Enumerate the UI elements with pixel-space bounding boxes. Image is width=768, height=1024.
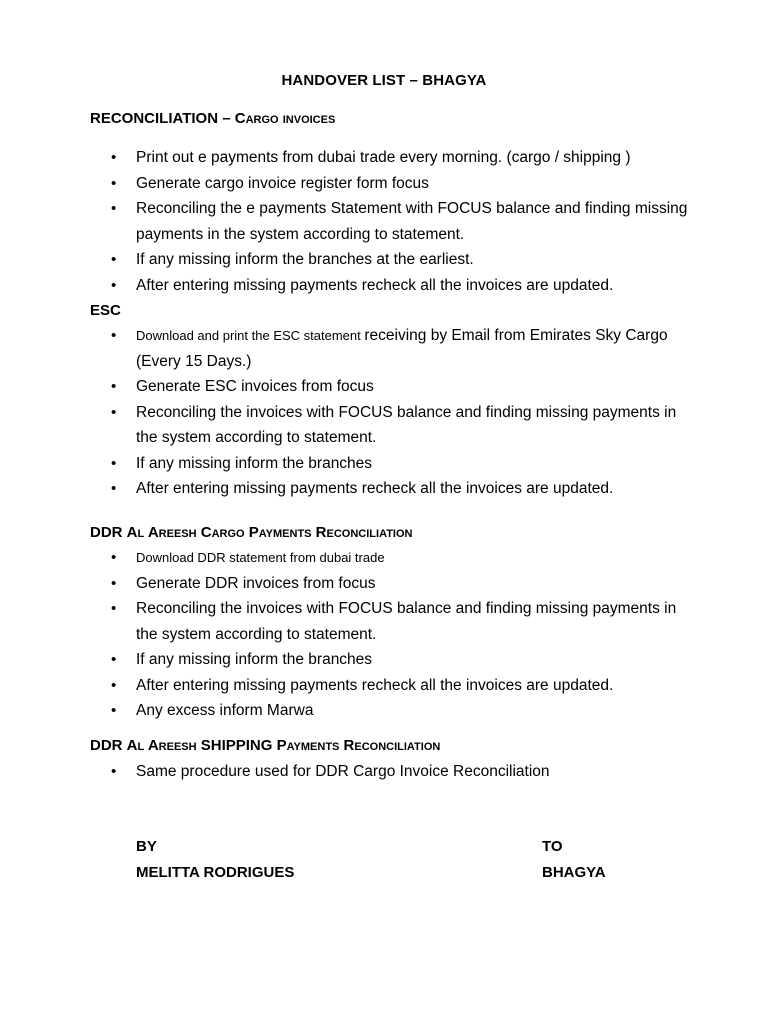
list-item: • After entering missing payments recheck all the invoices are updated.	[90, 673, 690, 699]
reconciliation-heading	[90, 110, 335, 127]
ddr-cargo-heading-main: DDR	[90, 524, 127, 541]
list-item: • Reconciling the e payments Statement with FOCUS balance and finding missing payments in the system according to statement.	[90, 196, 690, 247]
signature-by	[136, 834, 294, 886]
list-item: • Print out e payments from dubai trade every morning. (cargo / shipping )	[90, 145, 690, 171]
list-item: • If any missing inform the branches	[90, 647, 690, 673]
list-item: • Reconciling the invoices with FOCUS balance and finding missing payments in the system according to statement.	[90, 400, 690, 451]
ddr-shipping-heading-main: DDR	[90, 737, 127, 754]
ddr-shipping-list	[90, 759, 690, 785]
esc-heading: ESC	[90, 302, 121, 319]
list-item: • If any missing inform the branches at the earliest.	[90, 247, 690, 273]
to-label: TO	[542, 838, 563, 855]
ddr-shipping-heading-mid: SHIPPING	[200, 737, 277, 754]
reconciliation-list	[90, 145, 690, 298]
reconciliation-heading-sub: Cargo invoices	[234, 110, 336, 127]
ddr-shipping-heading-sub1: Al Areesh	[126, 737, 201, 754]
list-item: • Generate ESC invoices from focus	[90, 374, 690, 400]
esc-item-rest-text: receiving by Email from Emirates Sky Cargo (Every 15 Days.)	[136, 327, 668, 370]
list-item: • If any missing inform the branches	[90, 451, 690, 477]
esc-list	[90, 323, 690, 502]
esc-item-small-text: Download and print the ESC statement	[136, 328, 365, 343]
ddr-cargo-list	[90, 545, 690, 724]
ddr-shipping-heading-sub2: Payments Reconciliation	[276, 737, 441, 754]
list-item	[90, 545, 690, 571]
list-item: • After entering missing payments recheck all the invoices are updated.	[90, 476, 690, 502]
by-label: BY	[136, 838, 157, 855]
list-item: • After entering missing payments recheck all the invoices are updated.	[90, 273, 690, 299]
list-item: • Generate cargo invoice register form focus	[90, 171, 690, 197]
ddr-cargo-heading	[90, 524, 412, 541]
list-item: • Same procedure used for DDR Cargo Invoice Reconciliation	[90, 759, 690, 785]
ddr-shipping-heading	[90, 737, 440, 754]
list-item: • Generate DDR invoices from focus	[90, 571, 690, 597]
ddr-cargo-item-small-text: Download DDR statement from dubai trade	[136, 550, 385, 565]
list-item: • Any excess inform Marwa	[90, 698, 690, 724]
page-title: HANDOVER LIST – BHAGYA	[281, 72, 487, 89]
by-name: MELITTA RODRIGUES	[136, 864, 295, 881]
signature-to	[542, 834, 606, 886]
ddr-cargo-heading-sub: Al Areesh Cargo Payments Reconciliation	[126, 524, 413, 541]
list-item: • Reconciling the invoices with FOCUS balance and finding missing payments in the system according to statement.	[90, 596, 690, 647]
to-name: BHAGYA	[542, 864, 606, 881]
list-item	[90, 323, 690, 374]
reconciliation-heading-main: RECONCILIATION –	[90, 110, 235, 127]
